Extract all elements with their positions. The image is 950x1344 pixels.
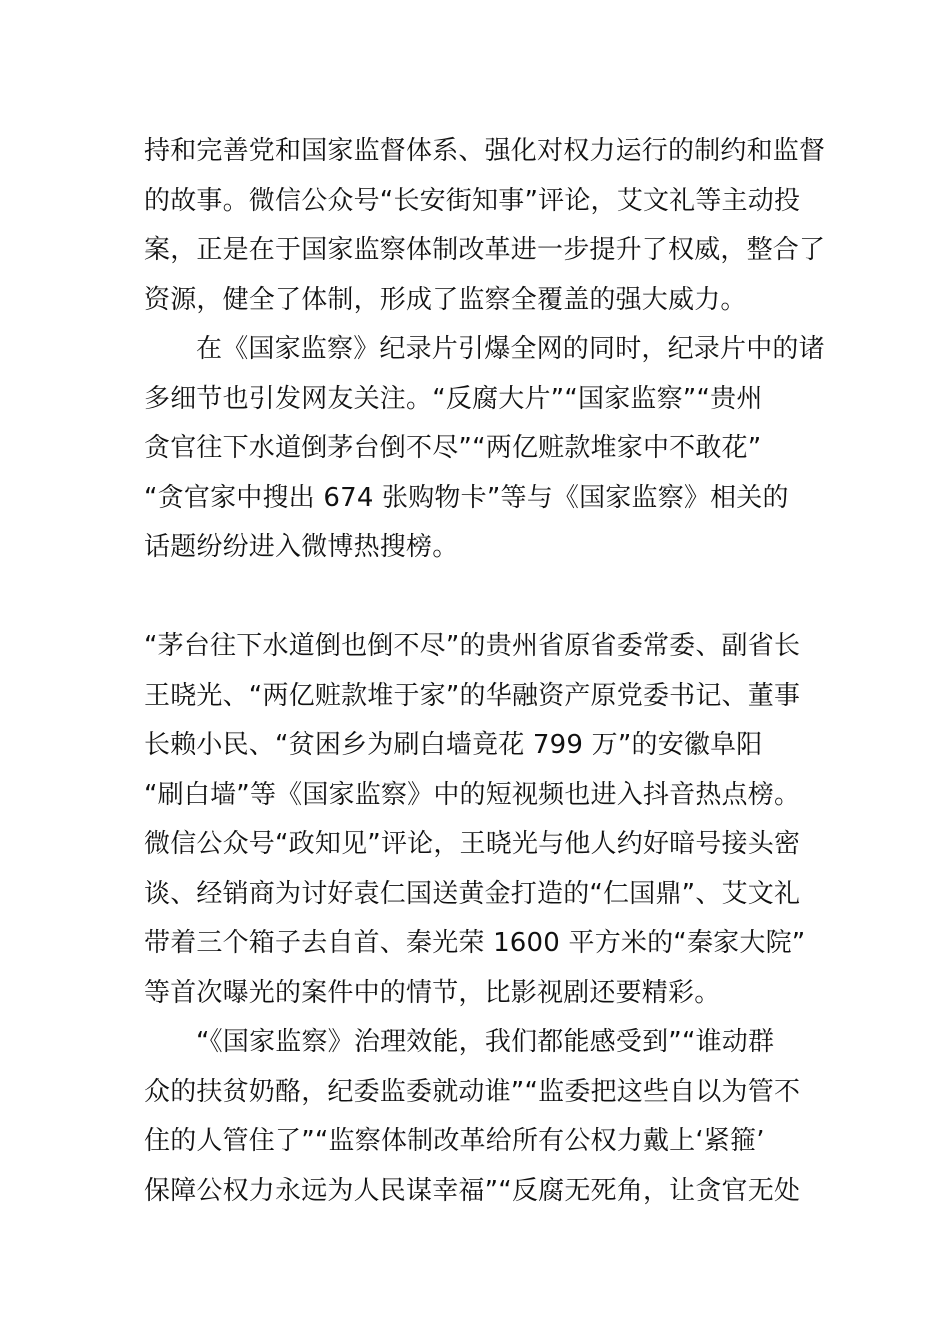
text-line: 持和完善党和国家监督体系、强化对权力运行的制约和监督 bbox=[144, 136, 826, 166]
text-line: 谈、经销商为讨好袁仁国送黄金打造的“仁国鼎”、艾文礼 bbox=[144, 878, 801, 909]
paragraph-1 bbox=[144, 127, 826, 325]
text-line: “贪官家中搜出 674 张购物卡”等与《国家监察》相关的 bbox=[144, 482, 789, 513]
paragraph-2 bbox=[144, 325, 825, 573]
text-line: 资源，健全了体制，形成了监察全覆盖的强大威力。 bbox=[144, 284, 747, 315]
text-line: “茅台往下水道倒也倒不尽”的贵州省原省委常委、副省长 bbox=[144, 631, 801, 661]
text-line: 住的人管住了”“监察体制改革给所有公权力戴上‘紧箍’ bbox=[144, 1126, 765, 1156]
paragraph-4 bbox=[144, 1018, 810, 1216]
text-line: 王晓光、“两亿赃款堆于家”的华融资产原党委书记、董事 bbox=[144, 680, 801, 711]
text-line: 多细节也引发网友关注。“反腐大片”“国家监察”“贵州 bbox=[144, 383, 763, 414]
paragraph-gap bbox=[144, 573, 810, 623]
paragraph-3 bbox=[144, 622, 810, 1018]
text-line: 在《国家监察》纪录片引爆全网的同时，纪录片中的诸 bbox=[196, 334, 825, 364]
text-line: 带着三个箱子去自首、秦光荣 1600 平方米的“秦家大院” bbox=[144, 928, 806, 958]
text-line: 的故事。微信公众号“长安街知事”评论，艾文礼等主动投 bbox=[144, 185, 801, 216]
text-line: 等首次曝光的案件中的情节，比影视剧还要精彩。 bbox=[144, 977, 721, 1008]
text-line: “《国家监察》治理效能，我们都能感受到”“谁动群 bbox=[196, 1027, 775, 1057]
text-line: 微信公众号“政知见”评论，王晓光与他人约好暗号接头密 bbox=[144, 829, 801, 859]
text-line: 案，正是在于国家监察体制改革进一步提升了权威，整合了 bbox=[144, 235, 826, 265]
document-body bbox=[144, 127, 826, 1216]
text-line: 保障公权力永远为人民谋幸福”“反腐无死角，让贪官无处 bbox=[144, 1175, 801, 1206]
text-line: 话题纷纷进入微博热搜榜。 bbox=[144, 532, 459, 562]
text-line: 众的扶贫奶酪，纪委监委就动谁”“监委把这些自以为管不 bbox=[144, 1076, 801, 1107]
text-line: 贪官往下水道倒茅台倒不尽”“两亿赃款堆家中不敢花” bbox=[144, 433, 762, 463]
text-line: 长赖小民、“贫困乡为刷白墙竟花 799 万”的安徽阜阳 bbox=[144, 730, 763, 760]
text-line: “刷白墙”等《国家监察》中的短视频也进入抖音热点榜。 bbox=[144, 779, 801, 810]
